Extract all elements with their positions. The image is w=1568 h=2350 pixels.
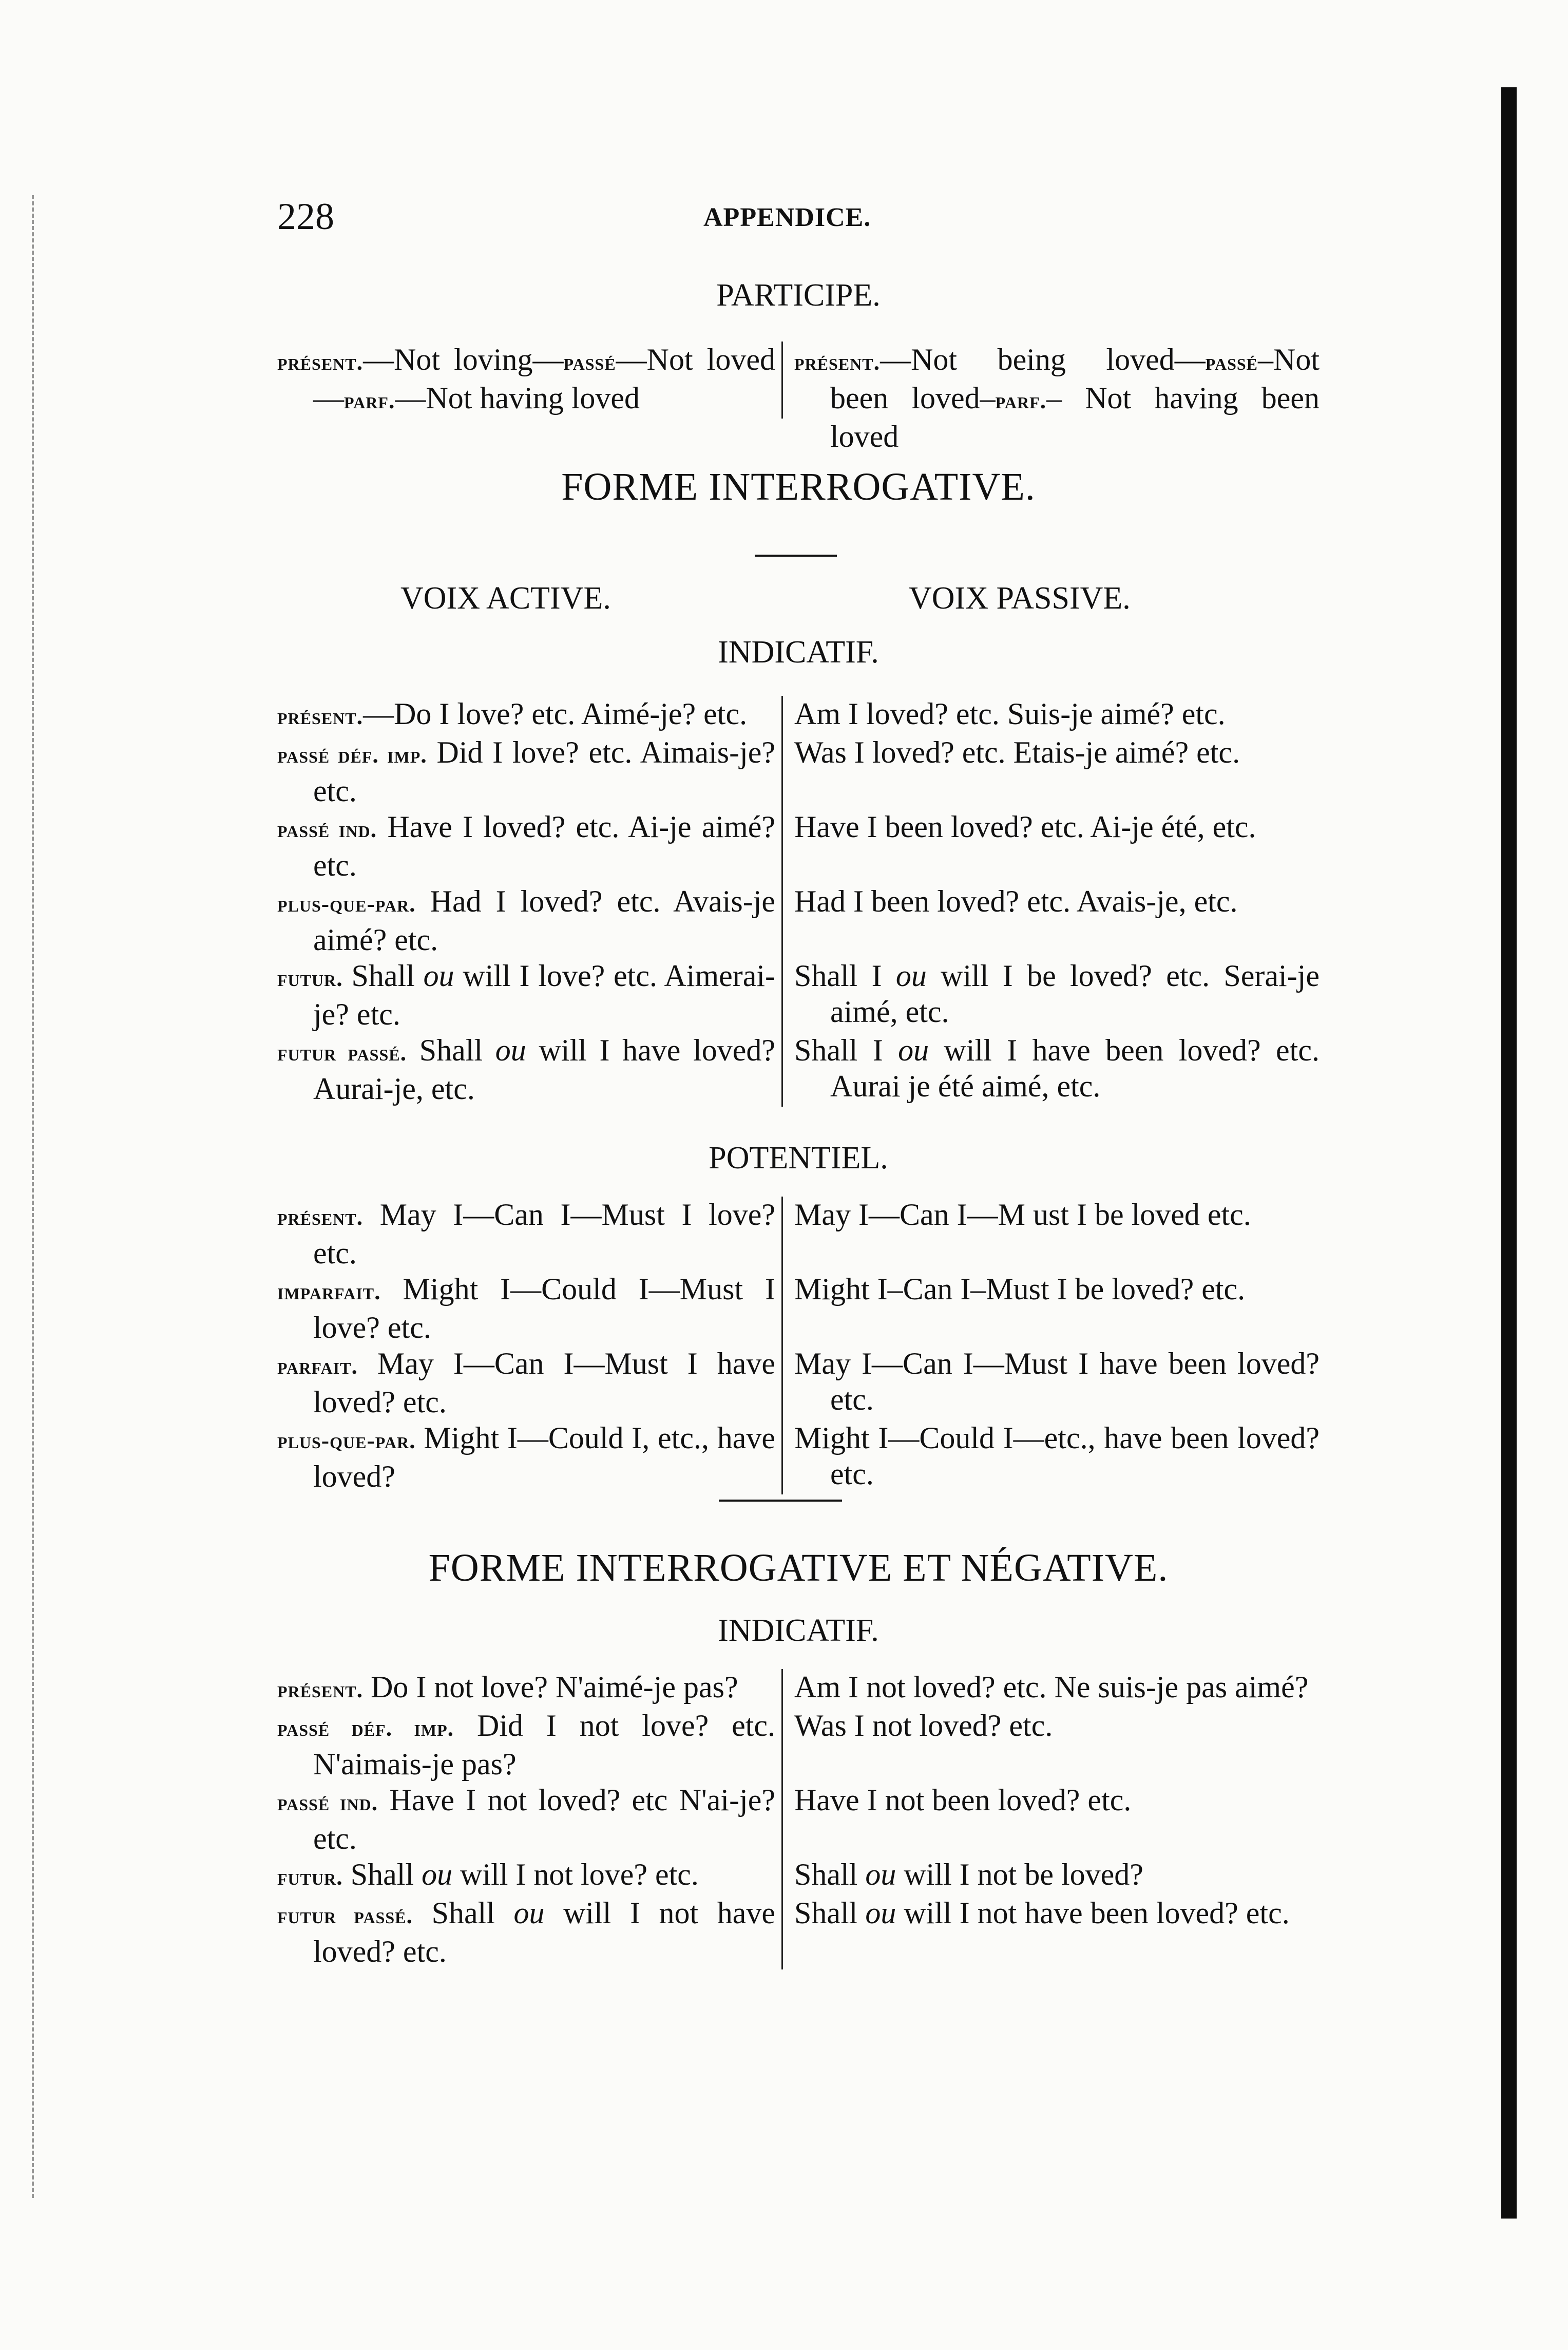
- potentiel-section: [277, 1197, 1320, 1494]
- col-left: [277, 696, 783, 734]
- voix-passive-heading: VOIX PASSIVE.: [909, 581, 1131, 616]
- col-right: [783, 1420, 1320, 1492]
- col-right: [783, 734, 1320, 770]
- negative-indicatif-section: [277, 1669, 1320, 1969]
- entry-ou: ou: [422, 1858, 453, 1891]
- entry-label: présent.: [277, 1204, 364, 1230]
- entry-label: présent.: [277, 349, 364, 375]
- col-left: [277, 1197, 783, 1271]
- forme-interrogative-heading: FORME INTERROGATIVE.: [561, 465, 1036, 508]
- entry-text: —Not having loved: [395, 381, 640, 415]
- col-right: [783, 1271, 1320, 1307]
- entry-label: passé déf. imp.: [277, 742, 427, 768]
- table-row: [277, 1271, 1320, 1345]
- entry-right: May I—Can I—M ust I be loved etc.: [794, 1198, 1251, 1231]
- entry-right: Was I loved? etc. Etais-je aimé? etc.: [794, 735, 1240, 769]
- entry-left: [277, 696, 775, 734]
- entry-label: futur passé.: [277, 1902, 413, 1928]
- participe-left: [277, 342, 783, 419]
- running-head: APPENDICE.: [703, 203, 871, 232]
- table-row: [277, 1708, 1320, 1782]
- binding-edge: [1501, 87, 1517, 2219]
- entry-text: May I—Can I—Must I have loved? etc.: [313, 1347, 775, 1419]
- col-left: [277, 1032, 783, 1107]
- entry-ou: ou: [495, 1033, 526, 1067]
- entry-text: Have I not loved? etc N'ai-je? etc.: [313, 1783, 775, 1855]
- col-right: [783, 1782, 1320, 1818]
- entry-text: —Not being loved—: [880, 343, 1206, 376]
- entry-text: Shall: [342, 1858, 422, 1891]
- entry-left: [277, 1782, 775, 1856]
- entry-left: [277, 1345, 775, 1420]
- entry-text: – Not having been loved: [830, 381, 1320, 453]
- col-right: [783, 809, 1320, 845]
- table-row: [277, 1669, 1320, 1708]
- entry-text: Shall I: [794, 1033, 898, 1067]
- entry-text: Might I—Could I, etc., have loved?: [313, 1421, 775, 1493]
- entry-label: présent.: [277, 1676, 364, 1702]
- table-row: [277, 1032, 1320, 1107]
- entry-left: [277, 1420, 775, 1494]
- entry-right: Am I loved? etc. Suis-je aimé? etc.: [794, 697, 1226, 731]
- table-row: [277, 809, 1320, 883]
- entry-label: parf.: [995, 387, 1047, 413]
- entry-text: will I not be loved?: [896, 1858, 1143, 1891]
- margin-marks: [32, 195, 40, 2198]
- entry-label: futur passé.: [277, 1039, 407, 1066]
- table-row: [277, 1345, 1320, 1420]
- col-right: [783, 1345, 1320, 1417]
- entry-label: imparfait.: [277, 1278, 381, 1304]
- entry-text: Shall I: [794, 959, 896, 993]
- entry-ou: ou: [898, 1033, 929, 1067]
- entry-left: [277, 1271, 775, 1345]
- col-right: [783, 883, 1320, 919]
- participe-passive-entry: [794, 342, 1320, 454]
- col-left: [277, 958, 783, 1032]
- entry-ou: ou: [513, 1896, 545, 1930]
- entry-text: May I—Can I—Must I love? etc.: [313, 1198, 775, 1270]
- entry-text: Have I loved? etc. Ai-je aimé? etc.: [313, 810, 776, 882]
- page-number: 228: [277, 196, 334, 238]
- entry-text: —Not loving—: [363, 343, 564, 376]
- entry-right: Might I—Could I—etc., have been loved? etc.: [794, 1421, 1320, 1491]
- col-left: [277, 809, 783, 883]
- indicatif-heading: INDICATIF.: [718, 1613, 879, 1648]
- entry-label: passé: [1205, 349, 1258, 375]
- entry-label: présent.: [794, 349, 881, 375]
- entry-right: Have I not been loved? etc.: [794, 1783, 1132, 1817]
- entry-right: Had I been loved? etc. Avais-je, etc.: [794, 884, 1238, 918]
- voix-row: [277, 580, 1320, 627]
- forme-interrogative-negative-heading: FORME INTERROGATIVE ET NÉGATIVE.: [428, 1546, 1169, 1589]
- entry-right: [794, 1032, 1320, 1104]
- entry-label: parf.: [344, 387, 395, 413]
- col-left: [277, 1420, 783, 1494]
- col-left: [277, 1895, 783, 1969]
- table-row: [277, 1895, 1320, 1969]
- col-left: [277, 1345, 783, 1420]
- entry-text: Shall: [407, 1033, 495, 1067]
- entry-label: présent.: [277, 703, 364, 729]
- table-row: [277, 1197, 1320, 1271]
- entry-ou: ou: [895, 959, 927, 993]
- entry-right: Am I not loved? etc. Ne suis-je pas aimé?: [794, 1670, 1309, 1704]
- entry-text: will I not love? etc.: [452, 1858, 699, 1891]
- entry-text: will I have been loved? etc. Aurai je été aimé, etc.: [830, 1033, 1320, 1103]
- participe-row: [277, 342, 1320, 454]
- participe-heading: PARTICIPE.: [716, 278, 881, 313]
- entry-left: [277, 809, 775, 883]
- col-right: [783, 1197, 1320, 1233]
- entry-label: futur.: [277, 965, 343, 991]
- entry-label: passé déf. imp.: [277, 1715, 454, 1741]
- entry-text: –Not been loved–: [830, 343, 1320, 415]
- col-left: [277, 1271, 783, 1345]
- participe-section: [277, 342, 1320, 454]
- col-right: [783, 1856, 1320, 1892]
- entry-text: Shall: [342, 959, 424, 993]
- table-row: [277, 734, 1320, 809]
- entry-text: will I have loved? Aurai-je, etc.: [313, 1033, 775, 1106]
- entry-label: passé ind.: [277, 1789, 378, 1815]
- col-right: [783, 1895, 1320, 1931]
- entry-text: will I be loved? etc. Serai-je aimé, etc.: [830, 959, 1320, 1029]
- entry-left: [277, 734, 775, 809]
- table-row: [277, 958, 1320, 1032]
- table-row: [277, 696, 1320, 734]
- voix-active-heading: VOIX ACTIVE.: [400, 581, 611, 616]
- col-right: [783, 696, 1320, 732]
- entry-right: Have I been loved? etc. Ai-je été, etc.: [794, 810, 1256, 844]
- entry-ou: ou: [865, 1858, 896, 1891]
- entry-label: plus-que-par.: [277, 1427, 416, 1453]
- entry-text: will I love? etc. Aimerai-je? etc.: [313, 959, 776, 1031]
- entry-text: Did I love? etc. Aimais-je? etc.: [313, 735, 775, 808]
- indicatif-heading: INDICATIF.: [718, 635, 879, 670]
- divider-rule: [755, 555, 837, 557]
- col-left: [277, 883, 783, 958]
- table-row: [277, 1782, 1320, 1856]
- entry-text: will I not have loved? etc.: [313, 1896, 776, 1968]
- entry-left: [277, 1856, 775, 1895]
- participe-right: [783, 342, 1320, 454]
- entry-label: plus-que-par.: [277, 890, 416, 917]
- col-left: [277, 1708, 783, 1782]
- col-right: [783, 1708, 1320, 1743]
- entry-text: Shall: [413, 1896, 514, 1930]
- divider-rule: [719, 1500, 842, 1502]
- entry-label: futur.: [277, 1864, 343, 1890]
- entry-left: [277, 1669, 775, 1708]
- table-row: [277, 883, 1320, 958]
- entry-text: —Not loved—: [313, 343, 775, 415]
- table-row: [277, 1420, 1320, 1494]
- entry-left: [277, 1197, 775, 1271]
- indicatif-section: [277, 696, 1320, 1107]
- col-left: [277, 1782, 783, 1856]
- entry-ou: ou: [865, 1896, 896, 1930]
- col-right: [783, 1669, 1320, 1705]
- entry-label: parfait.: [277, 1353, 358, 1379]
- entry-text: Did I not love? etc. N'aimais-je pas?: [313, 1709, 776, 1781]
- entry-left: [277, 1708, 775, 1782]
- entry-left: [277, 883, 775, 958]
- entry-left: [277, 1895, 775, 1969]
- table-row: [277, 1856, 1320, 1895]
- col-right: [783, 1032, 1320, 1104]
- entry-text: —Do I love? etc. Aimé-je? etc.: [363, 697, 748, 731]
- entry-right: May I—Can I—Must I have been loved? etc.: [794, 1347, 1320, 1416]
- entry-text: will I not have been loved? etc.: [896, 1896, 1290, 1930]
- entry-right: [794, 1895, 1320, 1931]
- col-left: [277, 1856, 783, 1895]
- entry-right: Was I not loved? etc.: [794, 1709, 1053, 1742]
- entry-text: Do I not love? N'aimé-je pas?: [363, 1670, 738, 1704]
- entry-text: Had I loved? etc. Avais-je aimé? etc.: [313, 884, 775, 957]
- entry-left: [277, 1032, 775, 1107]
- entry-ou: ou: [423, 959, 454, 993]
- entry-text: Shall: [794, 1858, 866, 1891]
- col-right: [783, 958, 1320, 1030]
- entry-right: Might I–Can I–Must I be loved? etc.: [794, 1272, 1246, 1306]
- page-header: [277, 195, 1294, 252]
- potentiel-heading: POTENTIEL.: [709, 1141, 888, 1176]
- entry-right: [794, 958, 1320, 1030]
- col-left: [277, 734, 783, 809]
- entry-label: passé ind.: [277, 816, 377, 842]
- participe-active-entry: [277, 342, 775, 419]
- entry-text: Might I—Could I—Must I love? etc.: [313, 1272, 775, 1344]
- entry-right: [794, 1856, 1320, 1892]
- entry-label: passé: [563, 349, 616, 375]
- entry-left: [277, 958, 775, 1032]
- col-left: [277, 1669, 783, 1708]
- entry-text: Shall: [794, 1896, 866, 1930]
